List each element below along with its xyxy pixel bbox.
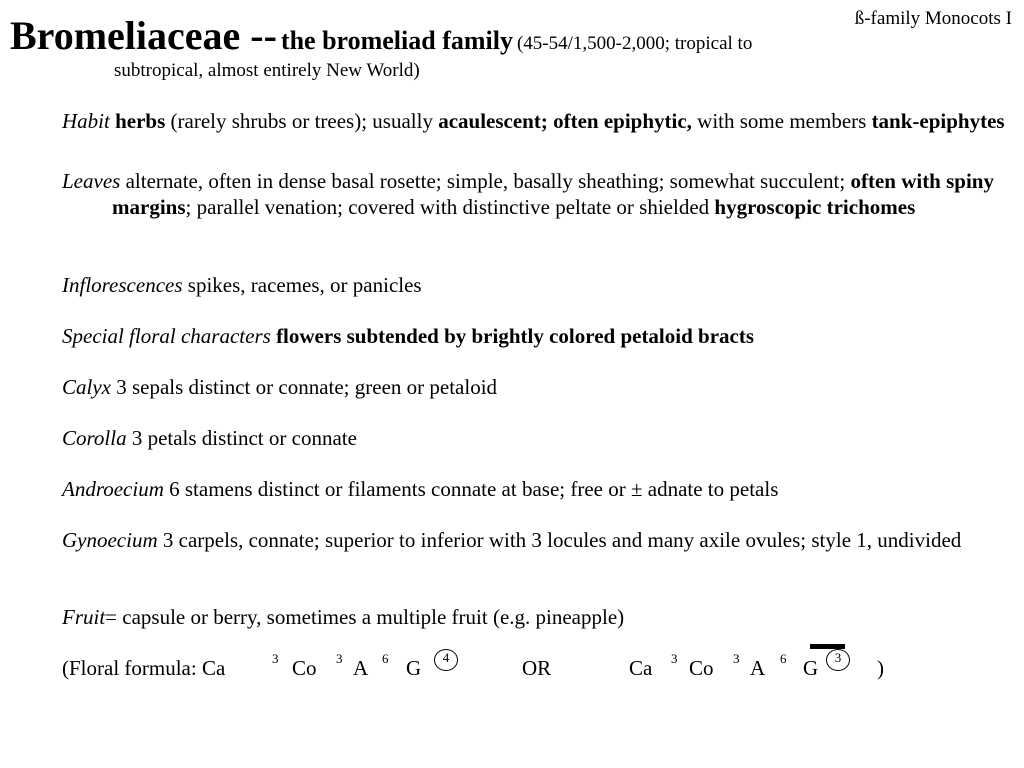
fruit-text: = capsule or berry, sometimes a multiple fruit (e.g. pineapple) xyxy=(105,605,625,629)
leaves-bold: hygroscopic trichomes xyxy=(714,195,916,219)
special-bold: flowers subtended by brightly colored petaloid bracts xyxy=(276,324,755,348)
inflorescences-label: Inflorescences xyxy=(62,273,183,297)
formula-g2: G xyxy=(803,656,819,680)
leaves-entry xyxy=(62,168,1017,220)
androecium-entry xyxy=(62,476,1017,502)
habit-text: (rarely shrubs or trees); usually xyxy=(165,109,439,133)
formula-a: A xyxy=(353,656,369,680)
corolla-text: 3 petals distinct or connate xyxy=(126,426,357,450)
formula-g: G xyxy=(406,656,422,680)
floral-formula xyxy=(62,650,962,686)
fruit-label: Fruit xyxy=(62,605,106,629)
family-name: Bromeliaceae -- xyxy=(10,13,277,58)
slide-header: ß-family Monocots I xyxy=(854,8,1012,29)
family-common-name: the bromeliad family xyxy=(280,26,513,55)
formula-a2: A xyxy=(750,656,766,680)
gynoecium-text: 3 carpels, connate; superior to inferior with 3 locules and many axile ovules; style 1, undivided xyxy=(157,528,962,552)
formula-co2-count: 3 xyxy=(733,651,740,666)
habit-bold: herbs xyxy=(115,109,166,133)
androecium-label: Androecium xyxy=(62,477,164,501)
gynoecium-entry xyxy=(62,527,1017,553)
formula-ca2-count: 3 xyxy=(671,651,678,666)
androecium-text: 6 stamens distinct or filaments connate at base; free or ± adnate to petals xyxy=(163,477,779,501)
habit-label: Habit xyxy=(62,109,110,133)
formula-g-circle: 4 xyxy=(434,649,458,671)
family-distribution: subtropical, almost entirely New World) xyxy=(114,60,420,81)
special-entry xyxy=(62,323,1017,349)
habit-entry xyxy=(62,108,1017,134)
formula-ca-count: 3 xyxy=(272,651,279,666)
habit-bold: acaulescent; often epiphytic, xyxy=(438,109,692,133)
calyx-entry xyxy=(62,374,1017,400)
corolla-entry xyxy=(62,425,1017,451)
formula-g2-circle: 3 xyxy=(826,649,850,671)
formula-prefix: (Floral formula: Ca xyxy=(62,656,226,680)
formula-or: OR xyxy=(522,656,552,680)
leaves-label: Leaves xyxy=(62,169,121,193)
calyx-label: Calyx xyxy=(62,375,111,399)
calyx-text: 3 sepals distinct or connate; green or petaloid xyxy=(110,375,498,399)
habit-bold: tank-epiphytes xyxy=(871,109,1005,133)
inflorescences-text: spikes, racemes, or panicles xyxy=(182,273,422,297)
fruit-entry xyxy=(62,604,1017,630)
formula-co2: Co xyxy=(689,656,714,680)
inflorescences-entry xyxy=(62,272,1017,298)
leaves-text: ; parallel venation; covered with distinctive peltate or shielded xyxy=(185,195,715,219)
habit-text: with some members xyxy=(691,109,872,133)
formula-co: Co xyxy=(292,656,317,680)
formula-a-count: 6 xyxy=(382,651,389,666)
corolla-label: Corolla xyxy=(62,426,127,450)
formula-co-count: 3 xyxy=(336,651,343,666)
leaves-bold: often with spiny margins xyxy=(112,169,994,219)
gynoecium-label: Gynoecium xyxy=(62,528,158,552)
special-label: Special floral characters xyxy=(62,324,271,348)
family-stats: (45-54/1,500-2,000; tropical to xyxy=(516,33,753,54)
formula-close: ) xyxy=(877,656,884,680)
formula-a2-count: 6 xyxy=(780,651,787,666)
formula-ca2: Ca xyxy=(629,656,653,680)
leaves-text: alternate, often in dense basal rosette; simple, basally sheathing; somewhat succulent; xyxy=(120,169,851,193)
